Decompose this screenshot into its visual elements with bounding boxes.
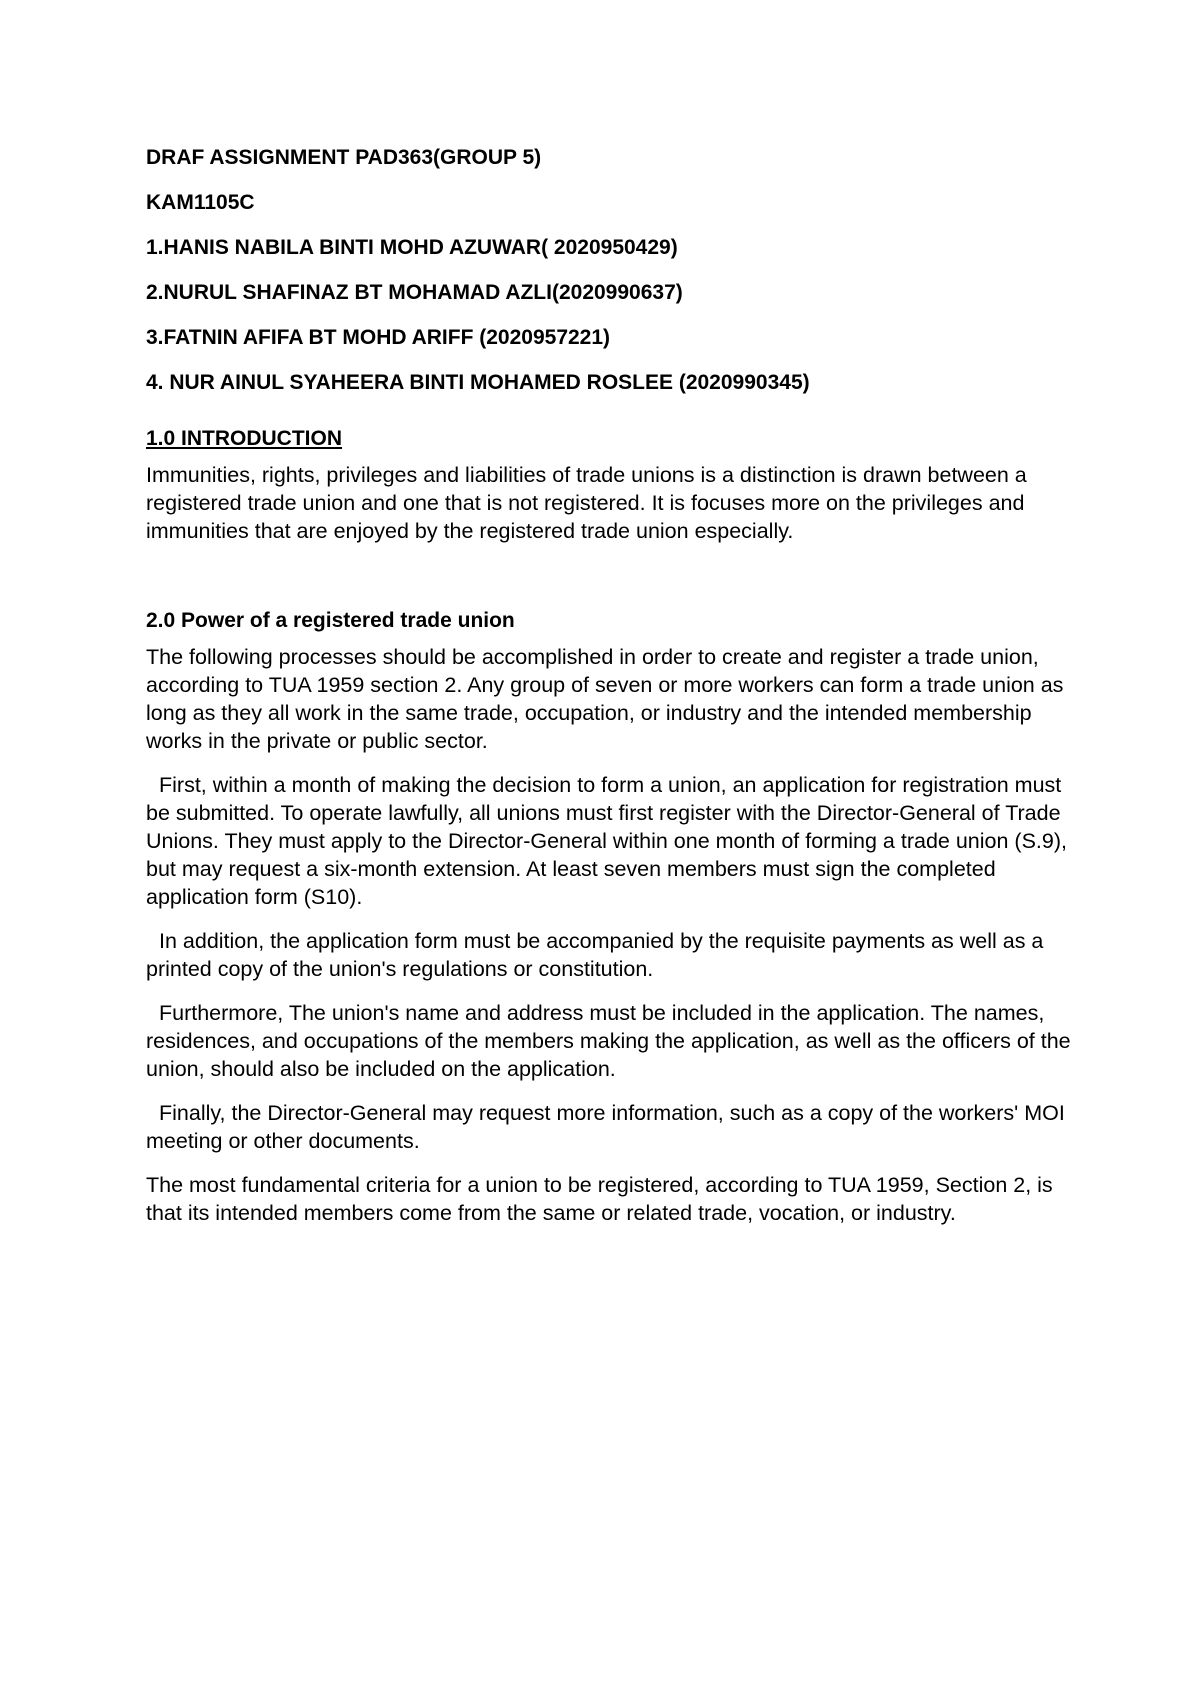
section2-paragraph-5: Finally, the Director-General may request more information, such as a copy of the workers' MOI meeting or other documents. [146, 1101, 1065, 1153]
section2-paragraph-4: Furthermore, The union's name and address must be included in the application. The names, residences, and occupations of the members making the application, as well as the officers of the union, should also be included on the application. [146, 1001, 1071, 1081]
section2-paragraph-1: The following processes should be accomplished in order to create and register a trade union, according to TUA 1959 section 2. Any group of seven or more workers can form a trade union as long as they all work in the same trade, occupation, or industry and the intended membership works in the private or public sector. [146, 645, 1064, 753]
member-2: 2.NURUL SHAFINAZ BT MOHAMAD AZLI(2020990637) [146, 281, 683, 304]
introduction-heading: 1.0 INTRODUCTION [146, 427, 343, 450]
section2-paragraph-2: First, within a month of making the decision to form a union, an application for registration must be submitted. To operate lawfully, all unions must first register with the Director-General of Trade Unions. They must apply to the Director-General within one month of forming a trade union (S.9), but may request a six-month extension. At least seven members must sign the completed application form (S10). [146, 773, 1067, 909]
document-body [146, 146, 1076, 1243]
spacer [146, 395, 1076, 427]
section2-paragraph-3: In addition, the application form must be accompanied by the requisite payments as well as a printed copy of the union's regulations or constitution. [146, 929, 1044, 981]
introduction-paragraph: Immunities, rights, privileges and liabilities of trade unions is a distinction is drawn between a registered trade union and one that is not registered. It is focuses more on the privileges and immunities that are enjoyed by the registered trade union especially. [146, 463, 1027, 543]
group-code: KAM1105C [146, 191, 255, 214]
member-1: 1.HANIS NABILA BINTI MOHD AZUWAR( 2020950429) [146, 236, 678, 259]
section2-paragraph-6: The most fundamental criteria for a union to be registered, according to TUA 1959, Section 2, is that its intended members come from the same or related trade, vocation, or industry. [146, 1173, 1053, 1225]
section2-heading: 2.0 Power of a registered trade union [146, 609, 515, 632]
spacer [146, 561, 1076, 609]
member-4: 4. NUR AINUL SYAHEERA BINTI MOHAMED ROSLEE (2020990345) [146, 371, 810, 394]
assignment-title: DRAF ASSIGNMENT PAD363(GROUP 5) [146, 146, 542, 169]
member-3: 3.FATNIN AFIFA BT MOHD ARIFF (2020957221) [146, 326, 611, 349]
